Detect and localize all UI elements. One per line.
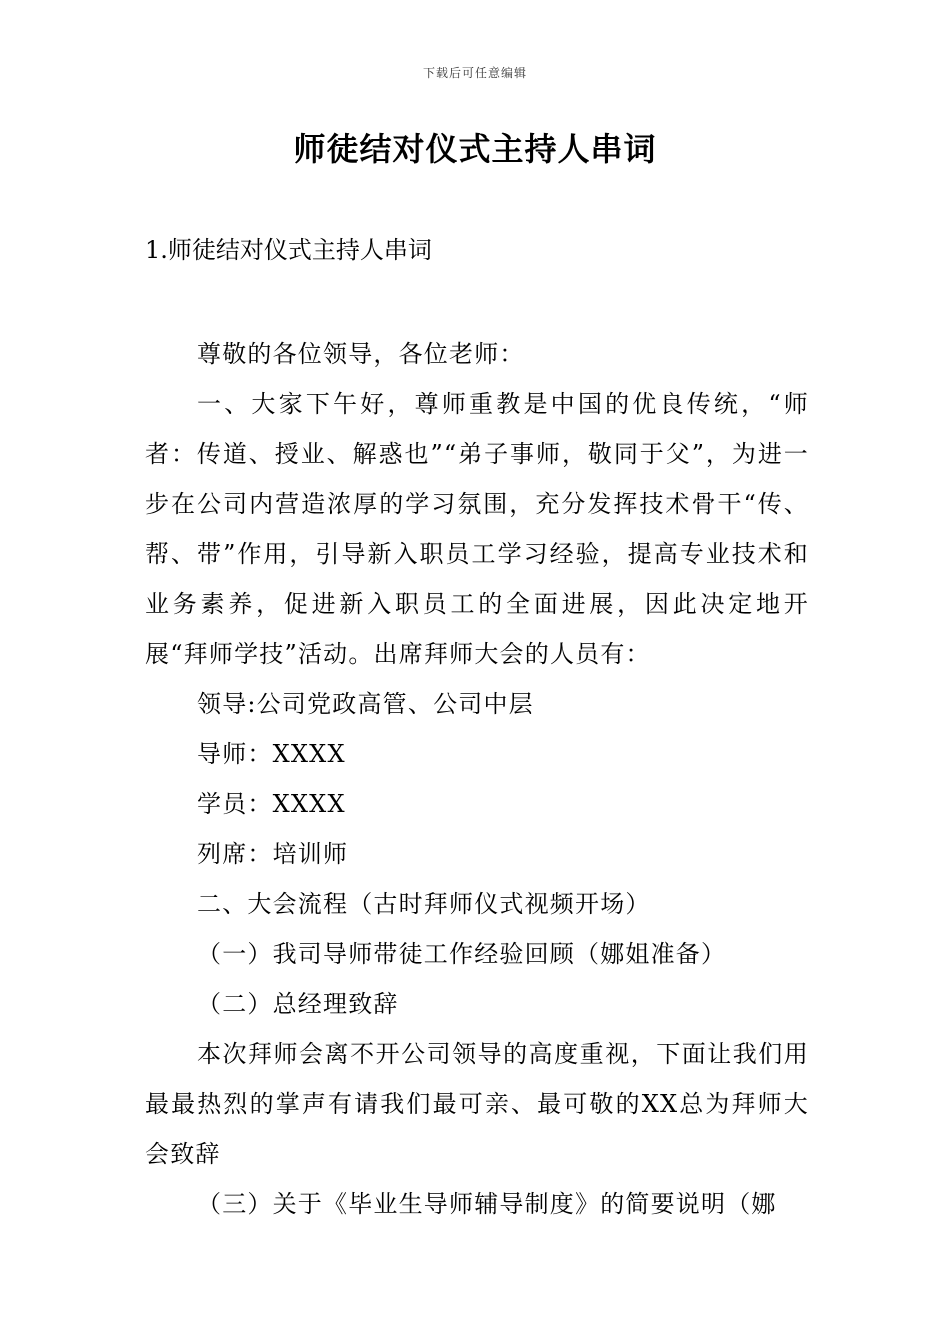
paragraph-attendees-students: 学员：XXXX xyxy=(197,790,346,818)
paragraph-attendees-mentors: 导师：XXXX xyxy=(197,740,346,768)
paragraph-intro: 一、大家下午好，尊师重教是中国的优良传统，“师者：传道、授业、解惑也”“弟子事师，敬同于父”，为进一步在公司内营造浓厚的学习氛围，充分发挥技术骨干“传、帮、带”作用，引导新入职员工学习经验，提高专业技术和业务素养，促进新入职员工的全面进展，因此决定地开展“拜师学技”活动。出席拜师大会的人员有： xyxy=(145,390,809,668)
paragraph-agenda-item-2: （二）总经理致辞 xyxy=(197,990,399,1018)
paragraph-agenda-item-1: （一）我司导师带徒工作经验回顾（娜姐准备） xyxy=(197,940,727,968)
paragraph-agenda-heading: 二、大会流程（古时拜师仪式视频开场） xyxy=(197,890,651,918)
document-title: 师徒结对仪式主持人串词 xyxy=(293,130,657,168)
paragraph-salutation: 尊敬的各位领导，各位老师： xyxy=(197,340,525,368)
section-heading: 1.师徒结对仪式主持人串词 xyxy=(145,236,432,264)
paragraph-speech-intro: 本次拜师会离不开公司领导的高度重视，下面让我们用最最热烈的掌声有请我们最可亲、最可敬的XX总为拜师大会致辞 xyxy=(145,1040,809,1168)
document-body xyxy=(145,329,809,1229)
paragraph-attendees-leaders: 领导:公司党政高管、公司中层 xyxy=(197,690,534,718)
header-note: 下载后可任意编辑 xyxy=(422,66,527,80)
paragraph-attendees-observers: 列席：培训师 xyxy=(197,840,349,868)
paragraph-agenda-item-3: （三）关于《毕业生导师辅导制度》的简要说明（娜 xyxy=(197,1190,777,1218)
